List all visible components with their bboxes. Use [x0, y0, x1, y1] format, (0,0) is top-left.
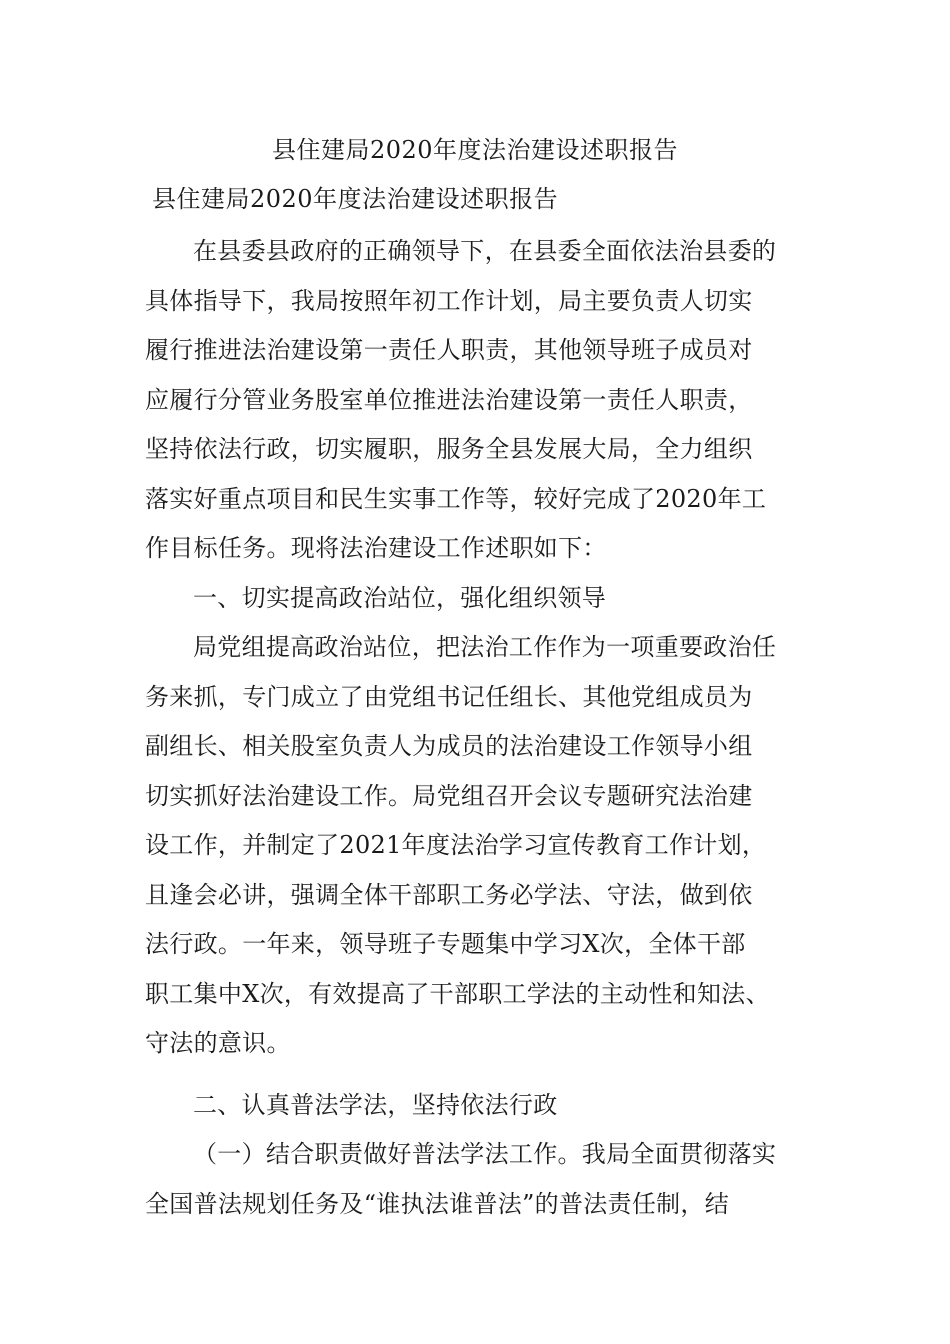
- section-heading: 一、切实提高政治站位，强化组织领导: [193, 583, 607, 612]
- paragraph-line: 在县委县政府的正确领导下，在县委全面依法治县委的: [193, 237, 777, 265]
- paragraph-line: 职工集中X次，有效提高了干部职工学法的主动性和知法、: [145, 979, 770, 1008]
- paragraph-line: 副组长、相关股室负责人为成员的法治建设工作领导小组: [145, 732, 753, 760]
- section-heading: 二、认真普法学法，坚持依法行政: [193, 1090, 558, 1119]
- paragraph-line: 切实抓好法治建设工作。局党组召开会议专题研究法治建: [145, 781, 753, 810]
- paragraph-line: 务来抓，专门成立了由党组书记任组长、其他党组成员为: [145, 682, 753, 711]
- document-body: [145, 227, 817, 1229]
- document-title: 县住建局2020年度法治建设述职报告: [271, 136, 679, 164]
- paragraph-line: 且逢会必讲，强调全体干部职工务必学法、守法，做到依: [145, 880, 753, 909]
- paragraph-line: 局党组提高政治站位，把法治工作作为一项重要政治任: [193, 633, 777, 661]
- paragraph-line: 具体指导下，我局按照年初工作计划，局主要负责人切实: [145, 286, 753, 315]
- paragraph-line: 应履行分管业务股室单位推进法治建设第一责任人职责，: [145, 385, 753, 414]
- document-subtitle: 县住建局2020年度法治建设述职报告: [152, 185, 559, 213]
- paragraph-line: 设工作，并制定了2021年度法治学习宣传教育工作计划，: [145, 831, 767, 859]
- paragraph-line: 全国普法规划任务及“谁执法谁普法”的普法责任制，结: [145, 1189, 730, 1218]
- paragraph-line: 履行推进法治建设第一责任人职责，其他领导班子成员对: [145, 336, 753, 364]
- paragraph-line: 坚持依法行政，切实履职，服务全县发展大局，全力组织: [145, 435, 753, 463]
- paragraph-line: （一）结合职责做好普法学法工作。我局全面贯彻落实: [193, 1140, 777, 1168]
- paragraph-line: 作目标任务。现将法治建设工作述职如下：: [145, 534, 607, 562]
- paragraph-line: 守法的意识。: [145, 1029, 291, 1057]
- paragraph-line: 法行政。一年来，领导班子专题集中学习X次，全体干部: [145, 930, 746, 958]
- paragraph-line: 落实好重点项目和民生实事工作等，较好完成了2020年工: [145, 484, 767, 513]
